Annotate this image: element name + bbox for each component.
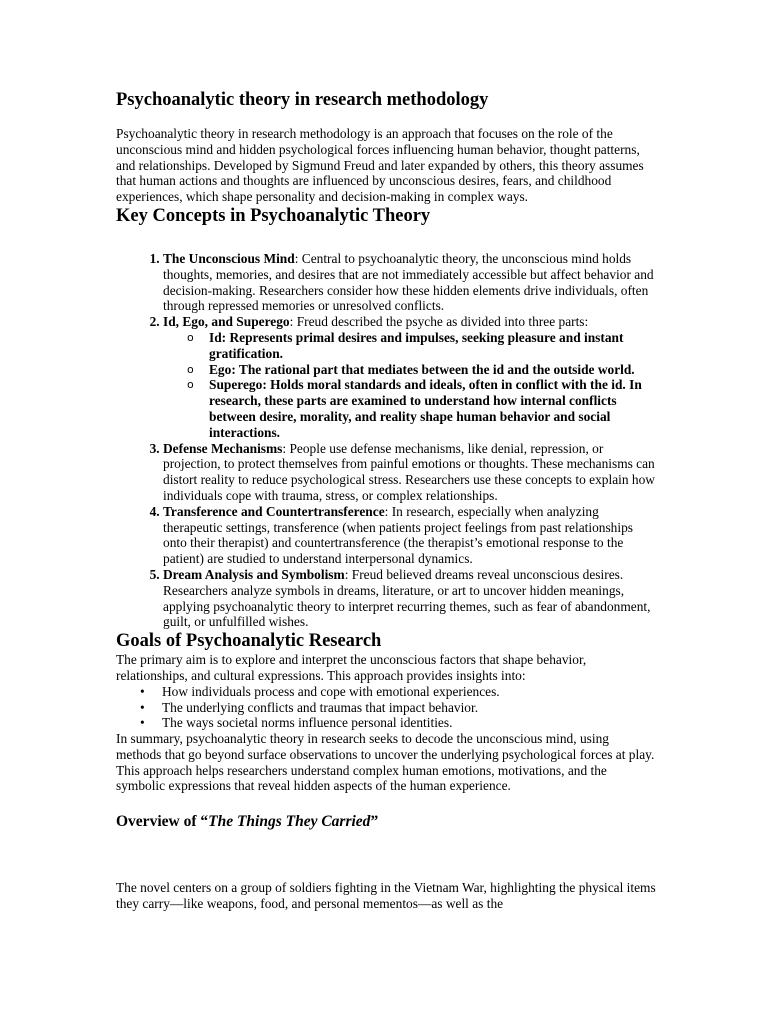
concept-term: The Unconscious Mind bbox=[163, 250, 295, 266]
list-item bbox=[163, 251, 656, 314]
concept-term: Transference and Countertransference bbox=[163, 503, 385, 519]
list-item bbox=[140, 699, 656, 716]
part-text: Ego: The rational part that mediates between the id and the outside world. bbox=[209, 361, 635, 377]
bullet-icon: • bbox=[140, 715, 145, 731]
concept-term: Id, Ego, and Superego bbox=[163, 314, 290, 330]
bullet-icon: • bbox=[140, 683, 145, 699]
list-item bbox=[140, 683, 656, 700]
psyche-parts-list bbox=[163, 330, 656, 441]
book-title: The Things They Carried bbox=[208, 813, 371, 831]
circle-bullet-icon: o bbox=[187, 378, 194, 392]
circle-bullet-icon: o bbox=[187, 362, 194, 376]
insight-text: The underlying conflicts and traumas that impact behavior. bbox=[162, 699, 479, 715]
insight-text: How individuals process and cope with emotional experiences. bbox=[162, 683, 500, 699]
list-item bbox=[163, 504, 656, 567]
summary-paragraph: In summary, psychoanalytic theory in research seeks to decode the unconscious mind, using methods that go beyond surface observations to uncover the underlying psychological forces at play. This approach helps researchers understand complex human emotions, motivations, and the symbolic expressions that reveal hidden aspects of the human experience. bbox=[116, 731, 655, 794]
bullet-icon: • bbox=[140, 699, 145, 715]
list-item bbox=[187, 377, 656, 440]
circle-bullet-icon: o bbox=[187, 330, 194, 344]
concept-term: Dream Analysis and Symbolism bbox=[163, 566, 345, 582]
key-concepts-list bbox=[116, 251, 656, 630]
part-text: Id: Represents primal desires and impulses, seeking pleasure and instant gratification. bbox=[209, 329, 624, 361]
insight-text: The ways societal norms influence personal identities. bbox=[162, 715, 453, 731]
concept-text: : Central to psychoanalytic theory, the unconscious mind holds thoughts, memories, and desires that are not immediately accessible but affect behavior and decision-making. Researchers consider how these hidden elements drive individuals, often through repressed memories or unresolved conflicts. bbox=[163, 250, 654, 314]
intro-paragraph: Psychoanalytic theory in research methodology is an approach that focuses on the role of the unconscious mind and hidden psychological forces influencing human behavior, thought patterns, and relationships. Developed by Sigmund Freud and later expanded by others, this theory assumes that human actions and thoughts are influenced by unconscious desires, fears, and childhood experiences, which shape personality and decision-making in complex ways. bbox=[116, 126, 644, 205]
key-concepts-heading: Key Concepts in Psychoanalytic Theory bbox=[116, 205, 431, 226]
overview-heading bbox=[116, 812, 656, 832]
concept-text: : People use defense mechanisms, like denial, repression, or projection, to protect themselves from painful emotions or thoughts. These mechanisms can distort reality to reduce psychological stress. Researchers use these concepts to explain how individuals cope with trauma, stress, or complex relationships. bbox=[163, 440, 655, 503]
overview-heading-prefix: Overview of “ bbox=[116, 813, 209, 831]
concept-text: : In research, especially when analyzing therapeutic settings, transference (when patients project feelings from past relationships onto their therapist) and countertransference (the therapist’s emotional response to the patient) are studied to understand interpersonal dynamics. bbox=[163, 503, 633, 567]
list-item bbox=[163, 567, 656, 630]
goals-lead: The primary aim is to explore and interpret the unconscious factors that shape behavior, relationships, and cultural expressions. This approach provides insights into: bbox=[116, 652, 587, 683]
document-page bbox=[116, 88, 656, 912]
list-item bbox=[163, 441, 656, 504]
list-item bbox=[140, 715, 656, 731]
concept-text: : Freud described the psyche as divided into three parts: bbox=[289, 314, 589, 330]
insights-list bbox=[116, 684, 656, 731]
concept-text: : Freud believed dreams reveal unconscious desires. Researchers analyze symbols in dreams, literature, or art to uncover hidden meanings, applying psychoanalytic theory to interpret recurring themes, such as fear of abandonment, guilt, or unfulfilled wishes. bbox=[163, 566, 651, 630]
concept-term: Defense Mechanisms bbox=[163, 440, 283, 456]
part-text: Superego: Holds moral standards and ideals, often in conflict with the id. In research, these parts are examined to understand how internal conflicts between desire, morality, and reality shape human behavior and social interactions. bbox=[209, 377, 642, 440]
list-item bbox=[187, 361, 656, 378]
goals-heading: Goals of Psychoanalytic Research bbox=[116, 631, 382, 652]
overview-paragraph: The novel centers on a group of soldiers fighting in the Vietnam War, highlighting the physical items they carry—like weapons, food, and personal mementos—as well as the bbox=[116, 880, 656, 912]
list-item bbox=[163, 314, 656, 440]
list-item bbox=[187, 329, 656, 362]
document-title: Psychoanalytic theory in research methodology bbox=[116, 90, 489, 110]
overview-heading-suffix: ” bbox=[370, 813, 379, 831]
